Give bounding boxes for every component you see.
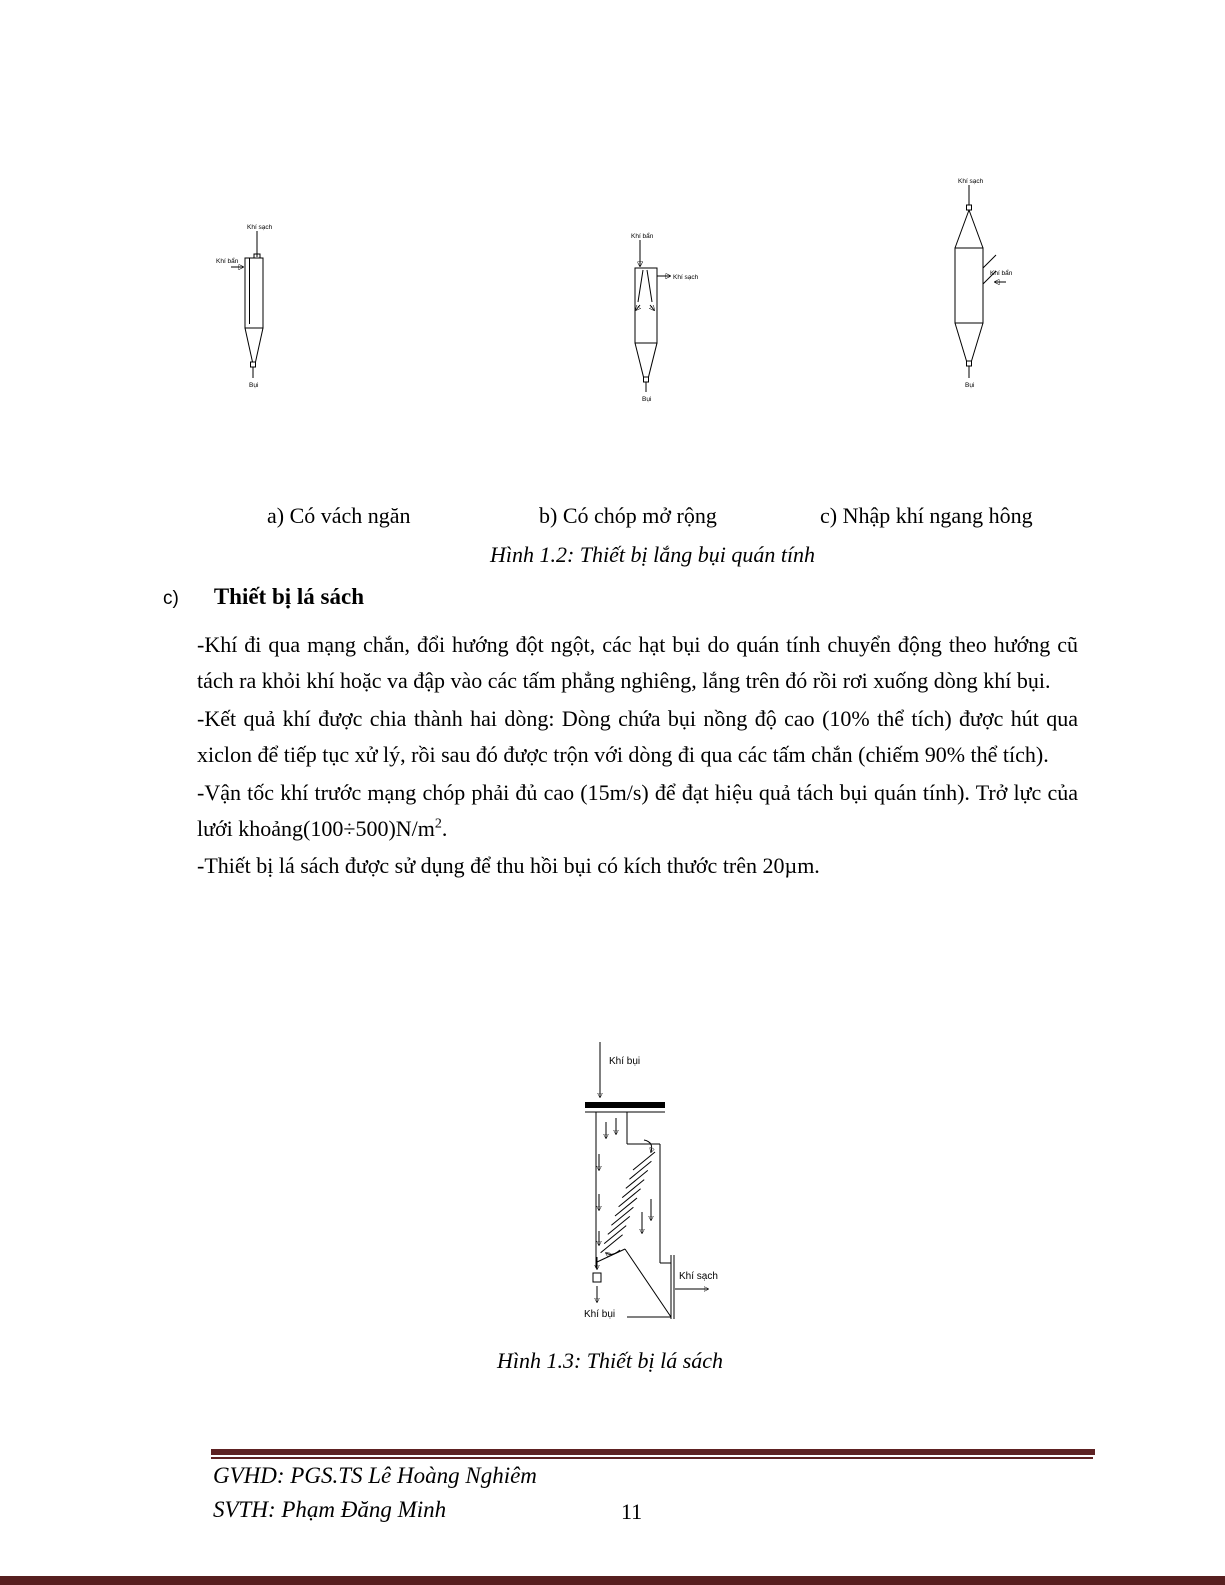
paragraph-2: -Kết quả khí được chia thành hai dòng: Dòng chứa bụi nồng độ cao (10% thể tích) được hút qua xiclon để tiếp tục xử lý, rồi sau đó được trộn với dòng đi qua các tấm chắn (chiếm 90% thể tích). [197,705,1078,768]
section-c-marker: c) [163,588,179,609]
figure-1-2-subcaption-b: b) Có chóp mở rộng [539,503,717,528]
figure-1-3-caption: Hình 1.3: Thiết bị lá sách [496,1348,724,1373]
figure-1-3-clean-gas-label: Khí sạch [679,1271,718,1282]
section-c-heading [163,584,364,610]
diagram-b-clean-gas-label: Khí sạch [673,274,699,281]
figure-1-2-subcaption-a: a) Có vách ngăn [267,503,411,528]
figure-1-2-diagram-a-settling-device-partition [205,210,320,395]
diagram-c-clean-gas-label: Khí sạch [958,178,984,185]
diagram-a-dust-label: Bụi [249,382,259,389]
figure-1-2-diagram-b-settling-device-cone [583,222,713,407]
page-number: 11 [621,1499,643,1524]
diagram-c-outline [955,185,1006,378]
diagram-a-outline [231,231,263,378]
paragraph-3 [197,775,1078,848]
paragraph-3-tail: . [441,816,448,842]
footer-rule-thick [211,1449,1095,1455]
footer-student: SVTH: Phạm Đăng Minh [213,1497,447,1522]
diagram-a-clean-gas-label: Khí sạch [247,224,273,231]
figure-1-2-diagram-c-settling-device-side-entry [922,168,1042,398]
figure-1-2-subcaption-c: c) Nhập khí ngang hông [820,503,1033,528]
body-text [197,627,1078,886]
diagram-c-dust-label: Bụi [965,382,975,389]
figure-1-3-top-inlet-label: Khí bụi [609,1056,641,1067]
paragraph-3-main: -Vận tốc khí trước mạng chóp phải đủ cao (15m/s) để đạt hiệu quả tách bụi quán tính). Trở lực của lưới khoảng(100÷500)N/m [197,779,1078,842]
footer-rule-thin [211,1457,1093,1459]
figure-1-3-louver-slats [601,1152,655,1253]
diagram-b-outline [635,240,670,392]
footer-advisor: GVHD: PGS.TS Lê Hoàng Nghiêm [213,1463,537,1488]
diagram-a-dirty-gas-label: Khí bẩn [216,258,239,265]
diagram-b-dust-label: Bụi [642,396,652,403]
figure-1-3-louver-device [552,1036,757,1336]
diagram-c-dirty-gas-label: Khí bẩn [990,270,1013,277]
figure-1-3-dust-outlet-label: Khí bụi [584,1309,616,1320]
figure-1-2-caption: Hình 1.2: Thiết bị lắng bụi quán tính [489,542,816,567]
page-bottom-bar [0,1576,1225,1585]
section-c-title: Thiết bị lá sách [213,584,364,609]
paragraph-1: -Khí đi qua mạng chắn, đổi hướng đột ngột, các hạt bụi do quán tính chuyển động theo hướng cũ tách ra khỏi khí hoặc va đập vào các tấm phẳng nghiêng, lắng trên đó rồi rơi xuống dòng khí bụi. [197,632,1078,694]
diagram-b-dirty-gas-label: Khí bẩn [631,233,654,240]
paragraph-4: -Thiết bị lá sách được sử dụng để thu hồi bụi có kích thước trên 20µm. [197,853,820,879]
paragraph-3-superscript: 2 [434,816,442,832]
